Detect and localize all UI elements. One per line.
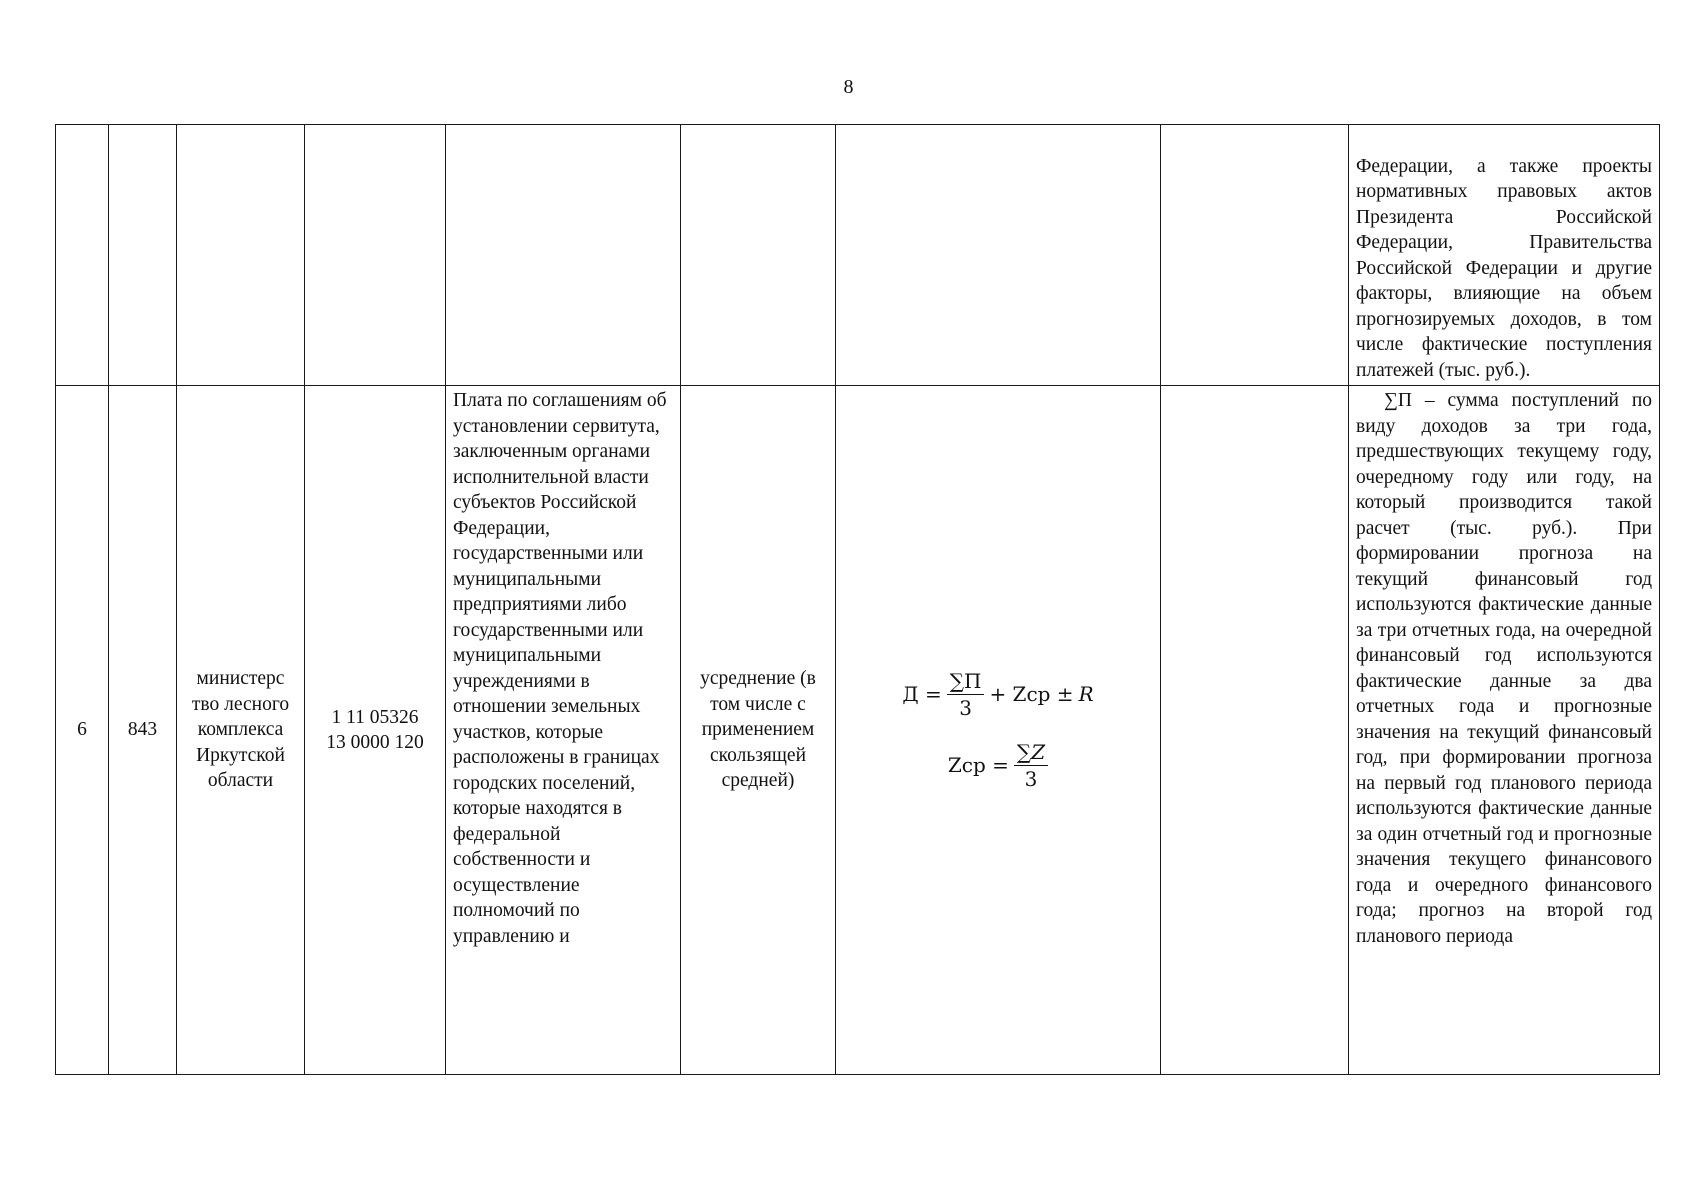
formula-main — [902, 670, 1093, 719]
income-name-cell — [446, 386, 681, 1075]
fraction — [947, 670, 985, 719]
formula-r: R — [1078, 681, 1094, 706]
row-number: 6 — [77, 719, 87, 741]
empty-cell — [1161, 125, 1349, 386]
fraction-denominator: 3 — [1024, 767, 1038, 791]
justification-cell — [1349, 386, 1660, 1075]
formula-tail: + Zср ± — [989, 681, 1074, 706]
page-number: 8 — [843, 76, 854, 98]
formula-cell — [836, 125, 1161, 386]
table-row — [56, 125, 1660, 386]
kbk-code-line-2: 13 0000 120 — [326, 732, 424, 753]
income-name: Плата по соглашениям об установлении сервитута, заключенным органами исполнительной власти субъектов Российской Федерации, государственными или муниципальными предприятиями либо государственными или муниципальными учреждениями в отношении земельных участков, которые расположены в границах городских поселений, которые находятся в федеральной собственности и осуществление полномочий по управлению и — [453, 390, 667, 947]
administrator-name: министерс тво лесного комплекса Иркутской области — [191, 668, 290, 792]
formula-zcp — [948, 741, 1048, 790]
kbk-code-line-1: 1 11 05326 — [331, 706, 419, 728]
fraction-numerator — [1014, 741, 1048, 766]
calculation-method: усреднение (в том числе с применением скользящей средней) — [700, 668, 816, 792]
justification-text — [1356, 388, 1652, 1072]
code-cell — [109, 125, 177, 386]
revenue-forecast-table — [55, 124, 1660, 1075]
administrator-code: 843 — [127, 719, 158, 741]
code-cell — [109, 386, 177, 1075]
justification-body: – сумма поступлений по виду доходов за три года, предшествующих текущему году, очередному году или году, на который производится такой расчет (тыс. руб.). При формировании прогноза на текущий финансовый год используются фактические данные за три отчетных года, на очередной финансовый год используются фактические данные за два отчетных года и прогнозные значения на текущий финансовый год, при формировании прогноза на первый год планового периода используются фактические данные за один отчетный год и прогнозные значения текущего финансового года и очередного финансового года; прогноз на второй год планового периода — [1356, 390, 1652, 947]
administrator-cell — [177, 125, 305, 386]
table-row — [56, 386, 1660, 1075]
formula — [843, 670, 1153, 790]
row-number-cell — [56, 125, 109, 386]
administrator-cell — [177, 386, 305, 1075]
sum-symbol: ∑П — [1384, 390, 1412, 411]
formula-cell — [836, 386, 1161, 1075]
fraction-numerator: ∑П — [947, 670, 985, 695]
kbk-cell — [305, 386, 446, 1075]
justification-text: Федерации, а также проекты нормативных правовых актов Президента Российской Федерации, Правительства Российской Федерации и другие факторы, влияющие на объем прогнозируемых доходов, в том числе фактические поступления платежей (тыс. руб.). — [1356, 155, 1652, 381]
sum-symbol: ∑ — [1016, 740, 1032, 764]
method-cell — [681, 386, 836, 1075]
fraction-denominator: 3 — [959, 696, 972, 720]
row-number-cell — [56, 386, 109, 1075]
formula-lhs-2: Zср = — [947, 752, 1009, 777]
fraction — [1014, 741, 1048, 790]
empty-cell — [1161, 386, 1349, 1075]
method-cell — [681, 125, 836, 386]
income-name-cell — [446, 125, 681, 386]
formula-lhs: Д = — [902, 681, 942, 706]
kbk-cell — [305, 125, 446, 386]
justification-cell — [1349, 125, 1660, 386]
formula-z: Z — [1031, 740, 1046, 764]
